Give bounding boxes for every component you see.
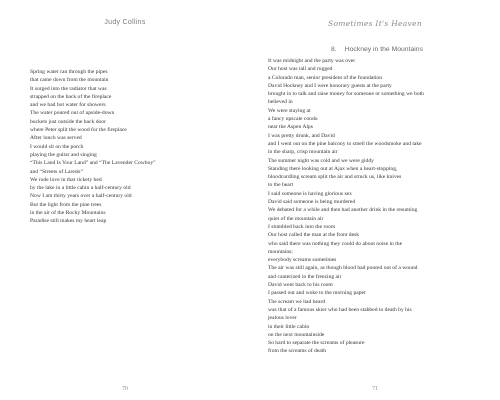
poem-line: brought in to talk and raise money for someone or something we both — [268, 91, 424, 98]
poem-line: Our host called the man at the front desk — [268, 232, 360, 239]
poem-line: It surged into the radiator that was — [30, 85, 107, 92]
page-number-right: 71 — [372, 386, 378, 392]
chapter-number: 8. — [331, 46, 337, 53]
poem-line: We debated for a while and then had another drink in the resuming — [268, 207, 418, 214]
poem-line: But the light from the pine trees — [30, 201, 102, 208]
poem-line: everybody screams sometimes — [268, 257, 337, 264]
chapter-heading — [268, 46, 486, 53]
poem-line: strapped on the back of the fireplace — [30, 93, 112, 100]
poem-line: jealous lover — [268, 315, 297, 322]
poem-line: where Peter split the wood for the fireplace — [30, 127, 127, 134]
poem-lines-right — [268, 57, 490, 356]
poem-line: a fancy upscale condo — [268, 116, 318, 123]
poem-line: and I went out on the pine balcony to smell the woodsmoke and take — [268, 140, 422, 147]
poem-line: in their little cabin — [268, 323, 310, 330]
poem-line: The air was still again, as though blood had poured out of a wound — [268, 265, 418, 272]
running-head-book-title: Sometimes It's Heaven — [328, 19, 422, 28]
poem-line: quiet of the mountain air — [268, 215, 324, 222]
poem-line: I stumbled back into the room — [268, 223, 336, 230]
poem-line: David went back to his room — [268, 282, 333, 289]
poem-line: We were staying at — [268, 107, 311, 114]
poem-line: that came down from the mountain — [30, 77, 109, 84]
poem-line: was that of a famous skier who had been stabbed to death by his — [268, 306, 412, 313]
poem-line: buckets just outside the back door — [30, 118, 106, 125]
poem-line: Standing there looking out at Ajax when a heart-stopping, — [268, 165, 398, 172]
poem-line: The water poured out of upside-down — [30, 110, 115, 117]
poem-line: by the lake in a little cabin a half-century old — [30, 185, 131, 192]
poem-line: and we had hot water for showers — [30, 102, 106, 109]
poem-line: from the screams of death — [268, 348, 327, 355]
page-number-left: 70 — [122, 386, 128, 392]
poem-line: David Hockney and I were honorary guests at the party — [268, 82, 392, 89]
poem-line: Paradise still makes my heart leap — [30, 218, 107, 225]
poem-line: and “Streets of Laredo” — [30, 168, 83, 175]
poem-line: David said someone is being murdered — [268, 199, 356, 206]
poem-line: believed in — [268, 99, 293, 106]
poem-line: bloodcurdling scream split the air and struck us, like knives — [268, 174, 402, 181]
poem-line: in the air of the Rocky Mountains — [30, 210, 106, 217]
poem-line: I passed out and woke to the morning paper — [268, 290, 366, 297]
poem-line: playing the guitar and singing — [30, 151, 97, 158]
poem-line: on the next mountainside — [268, 331, 325, 338]
poem-line: So hard to separate the screams of pleasure — [268, 340, 365, 347]
poem-line: Spring water ran through the pipes — [30, 69, 108, 75]
poem-line: mountains; — [268, 248, 293, 255]
poem-line: and cauterized in the freezing air — [268, 273, 342, 280]
poem-lines-left — [30, 68, 242, 226]
poem-line: near the Aspen Alps — [268, 124, 313, 131]
poem-line: to the heart — [268, 182, 294, 189]
poem-line: Our host was tall and rugged — [268, 66, 333, 73]
poem-line: I was pretty drunk, and David — [268, 132, 335, 139]
poem-line: who said there was nothing they could do about noise in the — [268, 240, 403, 247]
running-head-author: Judy Collins — [104, 19, 146, 26]
right-page — [250, 0, 500, 400]
poem-line: It was midnight and the party was over — [268, 58, 356, 64]
poem-line: We rode love in that rickety bed — [30, 176, 102, 183]
poem-line: The summer night was cold and we were giddy — [268, 157, 374, 164]
poem-line: “This Land Is Your Land” and “The Lavender Cowboy” — [30, 160, 156, 167]
poem-line: in the sharp, crisp mountain air — [268, 149, 338, 156]
poem-line: I would sit on the porch — [30, 143, 84, 150]
poem-line: The scream we had heard — [268, 298, 326, 305]
chapter-title: Hockney in the Mountains — [344, 46, 423, 53]
poem-line: Now I am thirty years over a half-century old — [30, 193, 132, 200]
poem-line: a Colorado man, senior president of the foundation — [268, 74, 383, 81]
poem-line: After lunch was served — [30, 135, 82, 142]
poem-line: I said someone is having glorious sex — [268, 190, 352, 197]
